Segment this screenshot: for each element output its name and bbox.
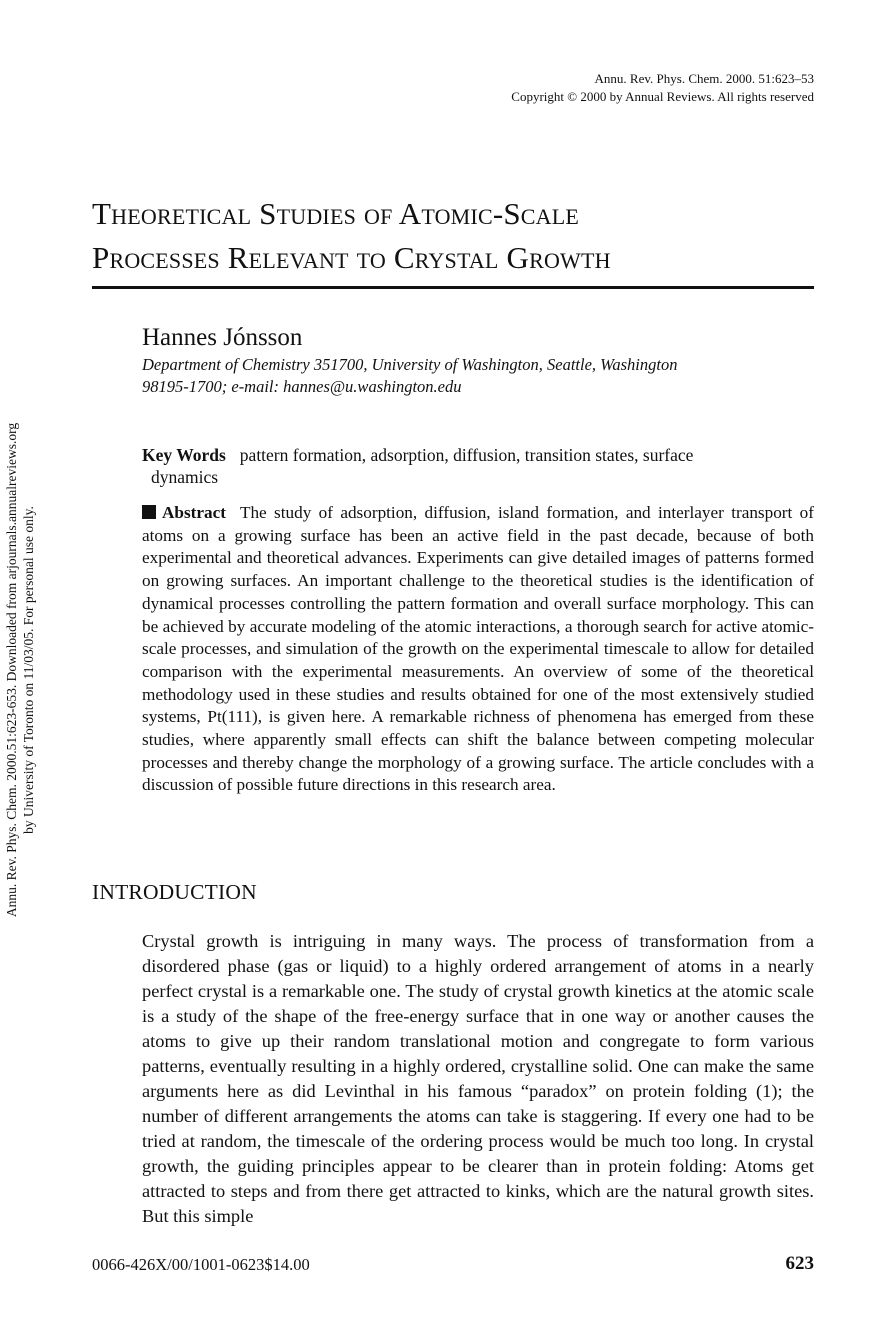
download-stamp-line-2: by University of Toronto on 11/03/05. For personal use only.	[21, 506, 36, 834]
copyright-notice: Copyright © 2000 by Annual Reviews. All rights reserved	[511, 89, 814, 104]
article-title	[92, 192, 814, 289]
abstract-section	[142, 502, 814, 797]
footer-article-code: 0066-426X/00/1001-0623$14.00	[92, 1255, 310, 1274]
title-line-1: Theoretical Studies of Atomic-Scale	[92, 196, 580, 231]
author-affiliation	[142, 354, 814, 398]
page-number: 623	[785, 1253, 814, 1274]
download-stamp-line-1: Annu. Rev. Phys. Chem. 2000.51:623-653. Downloaded from arjournals.annualreviews.org	[4, 422, 19, 918]
introduction-paragraph: Crystal growth is intriguing in many ways. The process of transformation from a disordered phase (gas or liquid) to a highly ordered arrangement of atoms in a nearly perfect crystal is a remarkable one. The study of crystal growth kinetics at the atomic scale is a study of the shape of the free-energy surface that in one way or another causes the atoms to give up their random translational motion and congregate to form various patterns, eventually resulting in a highly ordered, crystalline solid. One can make the same arguments here as did Levinthal in his famous “paradox” on protein folding (1); the number of different arrangements the atoms can take is staggering. If every one had to be tried at random, the timescale of the ordering process would be much too long. In crystal growth, the guiding principles appear to be clearer than in protein folding: Atoms get attracted to steps and from there get attracted to kinks, which are the natural growth sites. But this simple	[142, 931, 814, 1226]
title-line-2: Processes Relevant to Crystal Growth	[92, 240, 611, 275]
keywords-label: Key Words	[142, 445, 226, 465]
journal-citation: Annu. Rev. Phys. Chem. 2000. 51:623–53	[594, 71, 814, 86]
keywords-text-line-2: dynamics	[151, 467, 219, 487]
affiliation-line-2: 98195-1700; e-mail: hannes@u.washington.edu	[142, 377, 462, 396]
keywords-text-line-1: pattern formation, adsorption, diffusion, transition states, surface	[239, 445, 694, 465]
affiliation-line-1: Department of Chemistry 351700, University of Washington, Seattle, Washington	[142, 355, 678, 374]
black-square-icon	[142, 505, 156, 519]
author-name: Hannes Jónsson	[142, 324, 303, 351]
abstract-label: Abstract	[162, 503, 226, 522]
section-heading-introduction: INTRODUCTION	[92, 880, 257, 904]
abstract-text: The study of adsorption, diffusion, island formation, and interlayer transport of atoms on a growing surface has been an active field in the past decade, because of both experimental and theoretical advances. Experiments can give detailed images of patterns formed on growing surfaces. An important challenge to the theoretical studies is the identification of dynamical processes controlling the pattern formation and overall surface morphology. This can be achieved by accurate modeling of the atomic interactions, a thorough search for active atomic-scale processes, and simulation of the growth on the experimental timescale to allow for detailed comparison with the experimental measurements. An overview of some of the theoretical methodology used in these studies and results obtained for one of the most extensively studied systems, Pt(111), is given here. A remarkable richness of phenomena has emerged from these studies, where apparently small effects can shift the balance between competing molecular processes and thereby change the morphology of a growing surface. The article concludes with a discussion of possible future directions in this research area.	[142, 503, 814, 795]
keywords-section	[142, 444, 814, 488]
download-stamp	[3, 360, 37, 980]
